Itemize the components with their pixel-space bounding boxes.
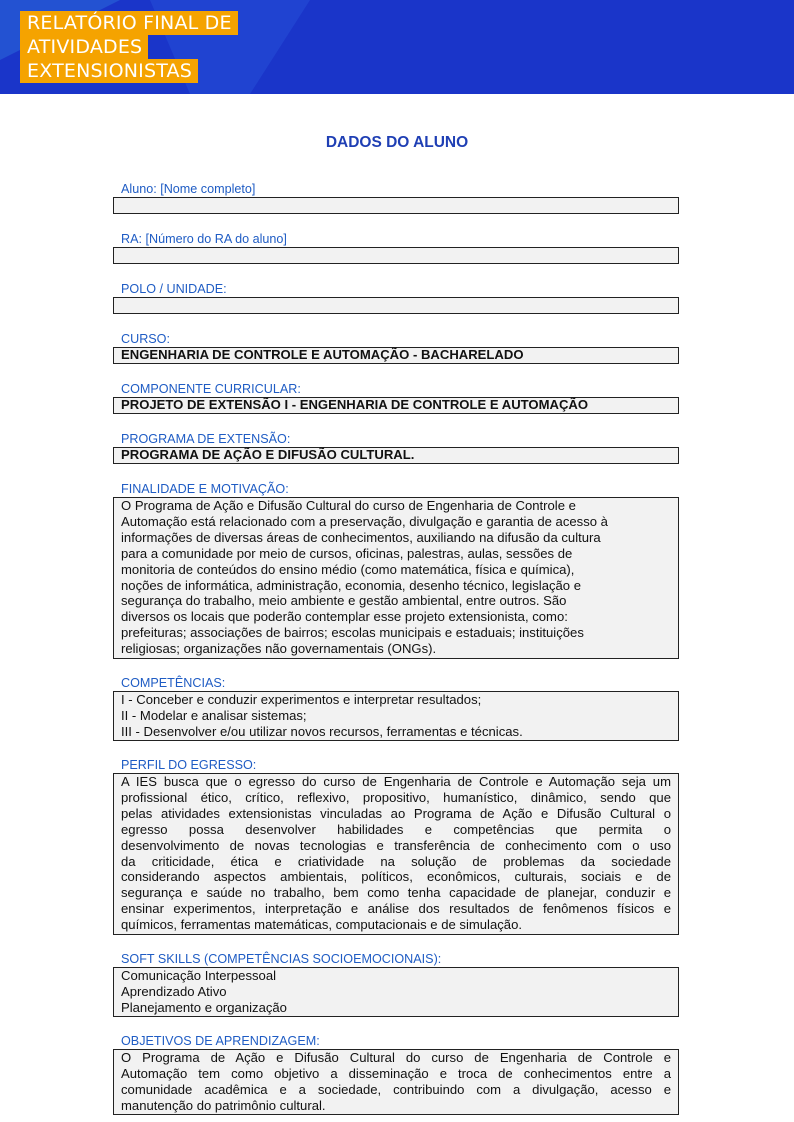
text-line: O Programa de Ação e Difusão Cultural do curso de Engenharia de Controle e: [121, 498, 576, 513]
text-line: informações de diversas áreas de conhecimentos, auxiliando na difusão da cultura: [121, 529, 601, 545]
text-line: monitoria de conteúdos do ensino médio (como matemática, física e química),: [121, 561, 575, 577]
text-line: diversos os locais que poderão contemplar esse projeto extensionista, como:: [121, 609, 568, 625]
report-title-line: EXTENSIONISTAS: [20, 59, 198, 83]
report-title-line: ATIVIDADES: [20, 35, 148, 59]
text-line: O Programa de Ação e Difusão Cultural do curso de Engenharia de Controle e: [121, 1050, 671, 1065]
report-title: [20, 11, 238, 83]
header-banner: [0, 0, 794, 94]
text-line: prefeituras; associações de bairros; escolas municipais e estaduais; instituições: [121, 625, 584, 641]
text-line: pelas atividades extensionistas vinculadas ao Programa de Ação e Difusão Cultural o: [121, 805, 671, 821]
text-line: religiosas; organizações não governamentais (ONGs).: [121, 641, 437, 657]
text-line: noções de informática, administração, economia, desenho técnico, legislação e: [121, 577, 582, 593]
competencias-field[interactable]: [113, 691, 679, 741]
aluno-field[interactable]: [113, 197, 679, 214]
text-line: Aprendizado Ativo: [121, 983, 227, 999]
text-line: segurança e saúde no trabalho, bem como tenha capacidade de planejar, conduzir e: [121, 885, 671, 901]
text-line: egresso possa desenvolver habilidades e competências que permita o: [121, 821, 671, 837]
text-line: da criticidade, ética e criatividade na solução de problemas da sociedade: [121, 853, 671, 869]
componente-curricular-label: COMPONENTE CURRICULAR:: [121, 382, 301, 396]
aluno-label: Aluno: [Nome completo]: [121, 182, 256, 196]
ra-field[interactable]: [113, 247, 679, 264]
ra-label: RA: [Número do RA do aluno]: [121, 232, 287, 246]
soft-skills-label: SOFT SKILLS (COMPETÊNCIAS SOCIOEMOCIONAIS):: [121, 952, 442, 966]
text-line: considerando aspectos ambientais, políticos, econômicos, culturais, sociais e de: [121, 869, 671, 885]
programa-extensao-field[interactable]: PROGRAMA DE AÇÃO E DIFUSÃO CULTURAL.: [113, 447, 679, 464]
componente-curricular-field[interactable]: PROJETO DE EXTENSÃO I - ENGENHARIA DE CONTROLE E AUTOMAÇÃO: [113, 397, 679, 414]
objetivos-label: OBJETIVOS DE APRENDIZAGEM:: [121, 1034, 320, 1048]
text-line: segurança do trabalho, meio ambiente e gestão ambiental, entre outros. São: [121, 593, 567, 609]
perfil-egresso-field[interactable]: [113, 773, 679, 935]
polo-field[interactable]: [113, 297, 679, 314]
finalidade-label: FINALIDADE E MOTIVAÇÃO:: [121, 482, 289, 496]
text-line: Comunicação Interpessoal: [121, 968, 277, 983]
text-line: II - Modelar e analisar sistemas;: [121, 707, 307, 723]
text-line: profissional ético, crítico, reflexivo, propositivo, humanístico, dinâmico, sendo que: [121, 789, 671, 805]
curso-field[interactable]: ENGENHARIA DE CONTROLE E AUTOMAÇÃO - BACHARELADO: [113, 347, 679, 364]
text-line: manutenção do patrimônio cultural.: [121, 1097, 326, 1113]
text-line: químicos, ferramentas matemáticas, computacionais e de simulação.: [121, 917, 522, 933]
finalidade-field[interactable]: [113, 497, 679, 659]
text-line: ensinar experimentos, interpretação e análise dos resultados de fenômenos físicos e: [121, 901, 671, 917]
competencias-label: COMPETÊNCIAS:: [121, 676, 226, 690]
curso-label: CURSO:: [121, 332, 170, 346]
report-title-line: RELATÓRIO FINAL DE: [20, 11, 238, 35]
text-line: III - Desenvolver e/ou utilizar novos recursos, ferramentas e técnicas.: [121, 723, 523, 739]
soft-skills-field[interactable]: [113, 967, 679, 1017]
text-line: para a comunidade por meio de cursos, oficinas, palestras, aulas, sessões de: [121, 545, 573, 561]
section-title: DADOS DO ALUNO: [325, 134, 469, 151]
text-line: Automação tem como objetivo a disseminação e troca de conhecimentos entre a: [121, 1065, 671, 1081]
programa-extensao-label: PROGRAMA DE EXTENSÃO:: [121, 432, 291, 446]
text-line: desenvolvimento de novas tecnologias e transferência de conhecimento com o uso: [121, 837, 671, 853]
text-line: A IES busca que o egresso do curso de Engenharia de Controle e Automação seja um: [121, 774, 671, 789]
text-line: I - Conceber e conduzir experimentos e interpretar resultados;: [121, 692, 482, 707]
text-line: comunidade acadêmica e a sociedade, contribuindo com a divulgação, acesso e: [121, 1081, 671, 1097]
polo-label: POLO / UNIDADE:: [121, 282, 227, 296]
text-line: Automação está relacionado com a preservação, divulgação e garantia de acesso à: [121, 513, 608, 529]
text-line: Planejamento e organização: [121, 999, 287, 1015]
objetivos-field[interactable]: [113, 1049, 679, 1115]
perfil-egresso-label: PERFIL DO EGRESSO:: [121, 758, 257, 772]
